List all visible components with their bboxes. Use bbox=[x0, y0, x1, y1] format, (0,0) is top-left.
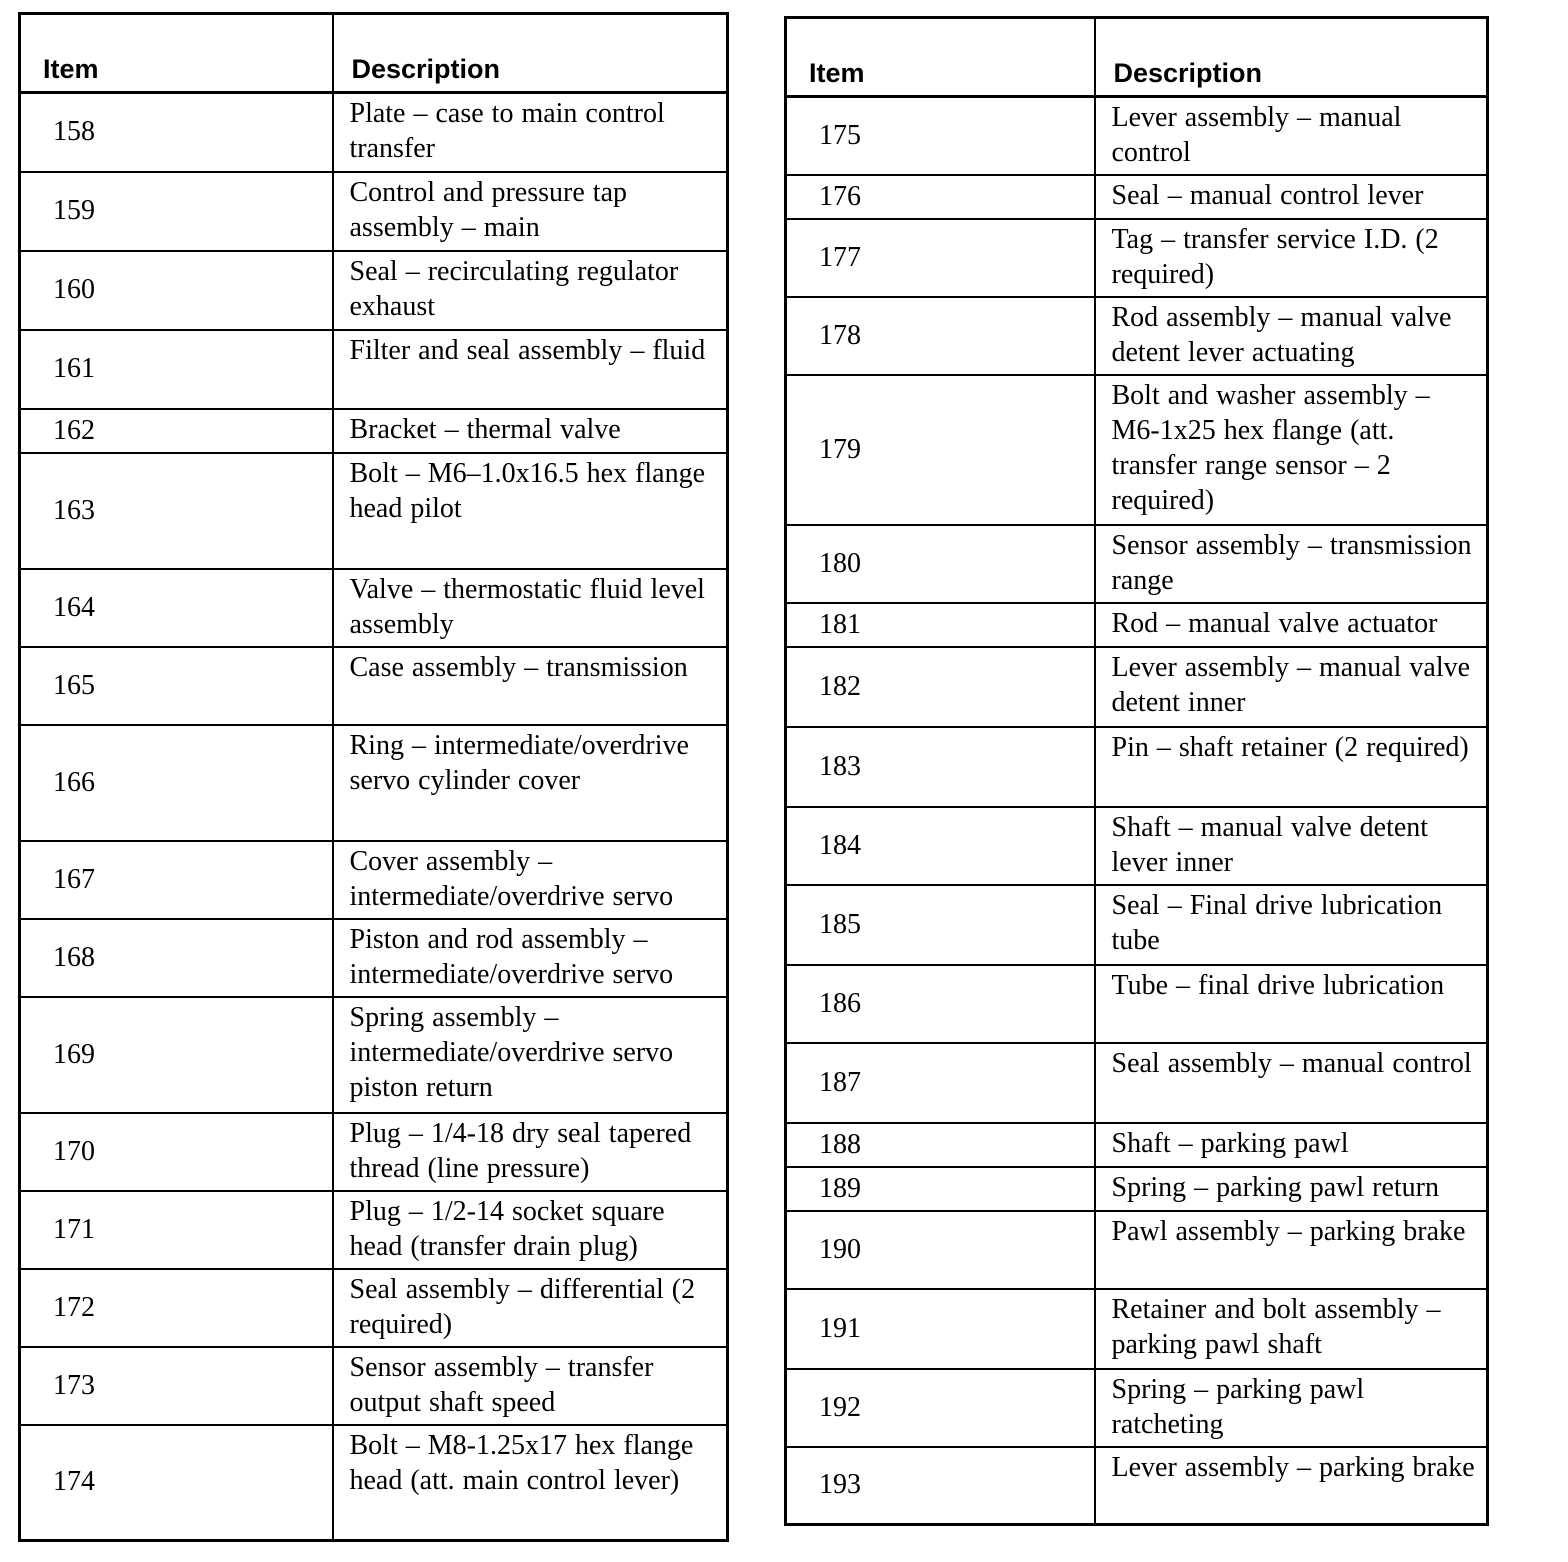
item-description: Pawl assembly – parking brake bbox=[1095, 1211, 1488, 1289]
table-row bbox=[786, 603, 1488, 647]
table-row bbox=[20, 1113, 728, 1191]
item-number: 186 bbox=[786, 965, 1095, 1043]
item-description: Rod – manual valve actuator bbox=[1095, 603, 1488, 647]
table-row bbox=[20, 251, 728, 330]
item-number: 185 bbox=[786, 885, 1095, 965]
item-number: 162 bbox=[20, 409, 333, 453]
item-number: 180 bbox=[786, 525, 1095, 603]
item-description: Shaft – parking pawl bbox=[1095, 1123, 1488, 1167]
table-row bbox=[786, 375, 1488, 525]
table-row bbox=[786, 1167, 1488, 1211]
item-description: Plate – case to main control transfer bbox=[333, 93, 728, 172]
item-description: Spring – parking pawl ratcheting bbox=[1095, 1369, 1488, 1447]
item-number: 159 bbox=[20, 172, 333, 251]
item-description: Tag – transfer service I.D. (2 required) bbox=[1095, 219, 1488, 297]
table-row bbox=[786, 885, 1488, 965]
item-description: Bracket – thermal valve bbox=[333, 409, 728, 453]
item-number: 191 bbox=[786, 1289, 1095, 1369]
item-number: 189 bbox=[786, 1167, 1095, 1211]
item-number: 167 bbox=[20, 841, 333, 919]
item-description: Seal – recirculating regulator exhaust bbox=[333, 251, 728, 330]
item-description: Bolt and washer assembly – M6-1x25 hex flange (att. transfer range sensor – 2 required) bbox=[1095, 375, 1488, 525]
item-description: Retainer and bolt assembly – parking pawl shaft bbox=[1095, 1289, 1488, 1369]
item-description: Seal assembly – differential (2 required) bbox=[333, 1269, 728, 1347]
item-number: 160 bbox=[20, 251, 333, 330]
item-description: Piston and rod assembly – intermediate/overdrive servo bbox=[333, 919, 728, 997]
table-row bbox=[786, 97, 1488, 175]
item-description: Rod assembly – manual valve detent lever actuating bbox=[1095, 297, 1488, 375]
table-row bbox=[786, 1369, 1488, 1447]
item-column-header: Item bbox=[20, 14, 333, 93]
item-description: Seal – Final drive lubrication tube bbox=[1095, 885, 1488, 965]
item-description: Tube – final drive lubrication bbox=[1095, 965, 1488, 1043]
table-header-row bbox=[20, 14, 728, 93]
item-number: 193 bbox=[786, 1447, 1095, 1525]
item-number: 168 bbox=[20, 919, 333, 997]
item-description: Lever assembly – parking brake bbox=[1095, 1447, 1488, 1525]
item-number: 177 bbox=[786, 219, 1095, 297]
table-row bbox=[786, 647, 1488, 727]
item-number: 184 bbox=[786, 807, 1095, 885]
item-description: Filter and seal assembly – fluid bbox=[333, 330, 728, 409]
item-description: Seal – manual control lever bbox=[1095, 175, 1488, 219]
item-column-header: Item bbox=[786, 18, 1095, 97]
table-row bbox=[20, 1269, 728, 1347]
item-number: 163 bbox=[20, 453, 333, 569]
table-row bbox=[786, 807, 1488, 885]
item-number: 172 bbox=[20, 1269, 333, 1347]
table-row bbox=[20, 93, 728, 172]
table-row bbox=[786, 175, 1488, 219]
item-number: 174 bbox=[20, 1425, 333, 1541]
table-row bbox=[786, 727, 1488, 807]
item-description: Pin – shaft retainer (2 required) bbox=[1095, 727, 1488, 807]
table-row bbox=[20, 647, 728, 725]
item-description: Shaft – manual valve detent lever inner bbox=[1095, 807, 1488, 885]
item-description: Ring – intermediate/overdrive servo cylinder cover bbox=[333, 725, 728, 841]
item-description: Cover assembly – intermediate/overdrive servo bbox=[333, 841, 728, 919]
item-description: Bolt – M8-1.25x17 hex flange head (att. main control lever) bbox=[333, 1425, 728, 1541]
table-row bbox=[786, 1043, 1488, 1123]
description-column-header: Description bbox=[1095, 18, 1488, 97]
table-row bbox=[20, 725, 728, 841]
item-description: Bolt – M6–1.0x16.5 hex flange head pilot bbox=[333, 453, 728, 569]
item-description: Case assembly – transmission bbox=[333, 647, 728, 725]
table-row bbox=[20, 997, 728, 1113]
item-number: 179 bbox=[786, 375, 1095, 525]
item-number: 164 bbox=[20, 569, 333, 647]
table-row bbox=[20, 1191, 728, 1269]
table-row bbox=[20, 453, 728, 569]
item-description: Lever assembly – manual valve detent inner bbox=[1095, 647, 1488, 727]
item-number: 158 bbox=[20, 93, 333, 172]
table-row bbox=[786, 297, 1488, 375]
item-number: 175 bbox=[786, 97, 1095, 175]
item-description: Sensor assembly – transmission range bbox=[1095, 525, 1488, 603]
item-number: 188 bbox=[786, 1123, 1095, 1167]
item-description: Seal assembly – manual control bbox=[1095, 1043, 1488, 1123]
table-row bbox=[786, 1211, 1488, 1289]
table-row bbox=[20, 919, 728, 997]
item-number: 187 bbox=[786, 1043, 1095, 1123]
item-number: 176 bbox=[786, 175, 1095, 219]
item-description: Valve – thermostatic fluid level assembly bbox=[333, 569, 728, 647]
item-description: Plug – 1/2-14 socket square head (transfer drain plug) bbox=[333, 1191, 728, 1269]
item-number: 165 bbox=[20, 647, 333, 725]
item-description: Spring – parking pawl return bbox=[1095, 1167, 1488, 1211]
item-number: 171 bbox=[20, 1191, 333, 1269]
table-row bbox=[786, 1123, 1488, 1167]
item-number: 166 bbox=[20, 725, 333, 841]
table-row bbox=[786, 1447, 1488, 1525]
item-number: 173 bbox=[20, 1347, 333, 1425]
table-row bbox=[20, 841, 728, 919]
item-number: 181 bbox=[786, 603, 1095, 647]
item-description: Lever assembly – manual control bbox=[1095, 97, 1488, 175]
item-description: Plug – 1/4-18 dry seal tapered thread (line pressure) bbox=[333, 1113, 728, 1191]
item-number: 161 bbox=[20, 330, 333, 409]
item-number: 190 bbox=[786, 1211, 1095, 1289]
table-row bbox=[786, 1289, 1488, 1369]
table-row bbox=[20, 330, 728, 409]
table-row bbox=[20, 409, 728, 453]
parts-table-left bbox=[18, 12, 729, 1542]
item-description: Sensor assembly – transfer output shaft speed bbox=[333, 1347, 728, 1425]
item-number: 192 bbox=[786, 1369, 1095, 1447]
item-number: 170 bbox=[20, 1113, 333, 1191]
table-row bbox=[20, 172, 728, 251]
item-number: 182 bbox=[786, 647, 1095, 727]
description-column-header: Description bbox=[333, 14, 728, 93]
table-header-row bbox=[786, 18, 1488, 97]
item-description: Control and pressure tap assembly – main bbox=[333, 172, 728, 251]
item-number: 169 bbox=[20, 997, 333, 1113]
item-number: 178 bbox=[786, 297, 1095, 375]
table-row bbox=[786, 965, 1488, 1043]
table-row bbox=[20, 569, 728, 647]
table-row bbox=[20, 1425, 728, 1541]
parts-table-right bbox=[784, 16, 1489, 1526]
table-row bbox=[20, 1347, 728, 1425]
table-row bbox=[786, 525, 1488, 603]
table-row bbox=[786, 219, 1488, 297]
item-number: 183 bbox=[786, 727, 1095, 807]
item-description: Spring assembly – intermediate/overdrive servo piston return bbox=[333, 997, 728, 1113]
